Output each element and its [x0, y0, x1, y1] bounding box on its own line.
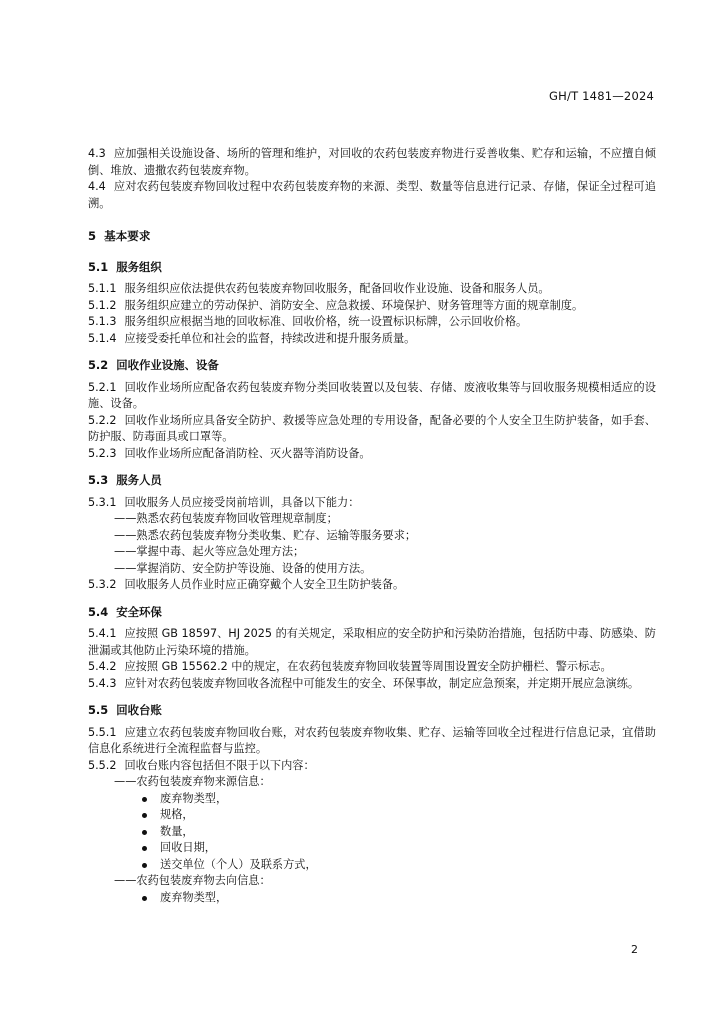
- clause-5-1-3: 5.1.3 服务组织应根据当地的回收标准、回收价格，统一设置标识标牌，公示回收价格。: [88, 315, 528, 328]
- clause-4-4: 4.4 应对农药包装废弃物回收过程中农药包装废弃物的来源、类型、数量等信息进行记录、存储，保证全过程可追溯。: [88, 180, 656, 210]
- section-5-5-heading: 5.5 回收台账: [88, 703, 162, 717]
- document-body: [88, 146, 656, 906]
- list-item: ——掌握中毒、起火等应急处理方法；: [114, 545, 305, 558]
- clause-5-2-3: 5.2.3 回收作业场所应配备消防栓、灭火器等消防设备。: [88, 446, 371, 460]
- clause-5-1-2: 5.1.2 服务组织应建立的劳动保护、消防安全、应急救援、环境保护、财务管理等方面的规章制度。: [88, 298, 584, 312]
- clause-5-5-1: 5.5.1 应建立农药包装废弃物回收台账，对农药包装废弃物收集、贮存、运输等回收全过程进行信息记录，宜借助信息化系统进行全流程监督与监控。: [88, 725, 656, 755]
- clause-5-5-2: 5.5.2 回收台账内容包括但不限于以下内容：: [88, 758, 315, 772]
- section-5-1-heading: 5.1 服务组织: [88, 259, 162, 274]
- clause-5-4-3: 5.4.3 应针对农药包装废弃物回收各流程中可能发生的安全、环保事故，制定应急预案，并定期开展应急演练。: [88, 676, 640, 690]
- clause-4-3: 4.3 应加强相关设施设备、场所的管理和维护，对回收的农药包装废弃物进行妥善收集、贮存和运输，不应擅自倾倒、堆放、遗撒农药包装废弃物。: [88, 147, 656, 177]
- clause-5-1-4: 5.1.4 应接受委托单位和社会的监督，持续改进和提升服务质量。: [88, 331, 416, 345]
- list-item: ——熟悉农药包装废弃物回收管理规章制度；: [114, 512, 338, 525]
- page-number: 2: [631, 943, 638, 956]
- list-item: ——农药包装废弃物来源信息：: [114, 775, 271, 788]
- list-item: ——农药包装废弃物去向信息：: [114, 874, 271, 887]
- clause-5-1-1: 5.1.1 服务组织应依法提供农药包装废弃物回收服务，配备回收作业设施、设备和服务人员。: [88, 282, 550, 295]
- bullet-item: 废弃物类型，: [138, 890, 656, 907]
- bullet-item: 回收日期，: [138, 840, 656, 857]
- section-5-2-heading: 5.2 回收作业设施、设备: [88, 358, 219, 372]
- clause-5-2-1: 5.2.1 回收作业场所应配备农药包装废弃物分类回收装置以及包装、存储、废液收集等与回收服务规模相适应的设施、设备。: [88, 380, 656, 410]
- clause-5-2-2: 5.2.2 回收作业场所应具备安全防护、救援等应急处理的专用设备，配备必要的个人安全卫生防护装备，如手套、防护服、防毒面具或口罩等。: [88, 413, 656, 443]
- section-5-heading: 5 基本要求: [88, 229, 151, 243]
- clause-5-4-1: 5.4.1 应按照 GB 18597、HJ 2025 的有关规定，采取相应的安全防护和污染防治措施，包括防中毒、防感染、防泄漏或其他防止污染环境的措施。: [88, 627, 656, 657]
- bullet-item: 送交单位（个人）及联系方式，: [138, 857, 656, 874]
- section-5-4-heading: 5.4 安全环保: [88, 604, 162, 619]
- clause-5-3-2: 5.3.2 回收服务人员作业时应正确穿戴个人安全卫生防护装备。: [88, 578, 405, 591]
- clause-5-3-1: 5.3.1 回收服务人员应接受岗前培训，具备以下能力：: [88, 495, 360, 509]
- bullet-item: 规格，: [138, 807, 656, 824]
- document-code: GH/T 1481—2024: [549, 89, 654, 103]
- list-item: ——熟悉农药包装废弃物分类收集、贮存、运输等服务要求；: [114, 528, 417, 542]
- bullet-item: 废弃物类型，: [138, 791, 656, 808]
- list-item: ——掌握消防、安全防护等设施、设备的使用方法。: [114, 561, 372, 575]
- bullet-item: 数量，: [138, 824, 656, 841]
- section-5-3-heading: 5.3 服务人员: [88, 473, 162, 487]
- clause-5-4-2: 5.4.2 应按照 GB 15562.2 中的规定，在农药包装废弃物回收装置等周围设置安全防护栅栏、警示标志。: [88, 660, 612, 673]
